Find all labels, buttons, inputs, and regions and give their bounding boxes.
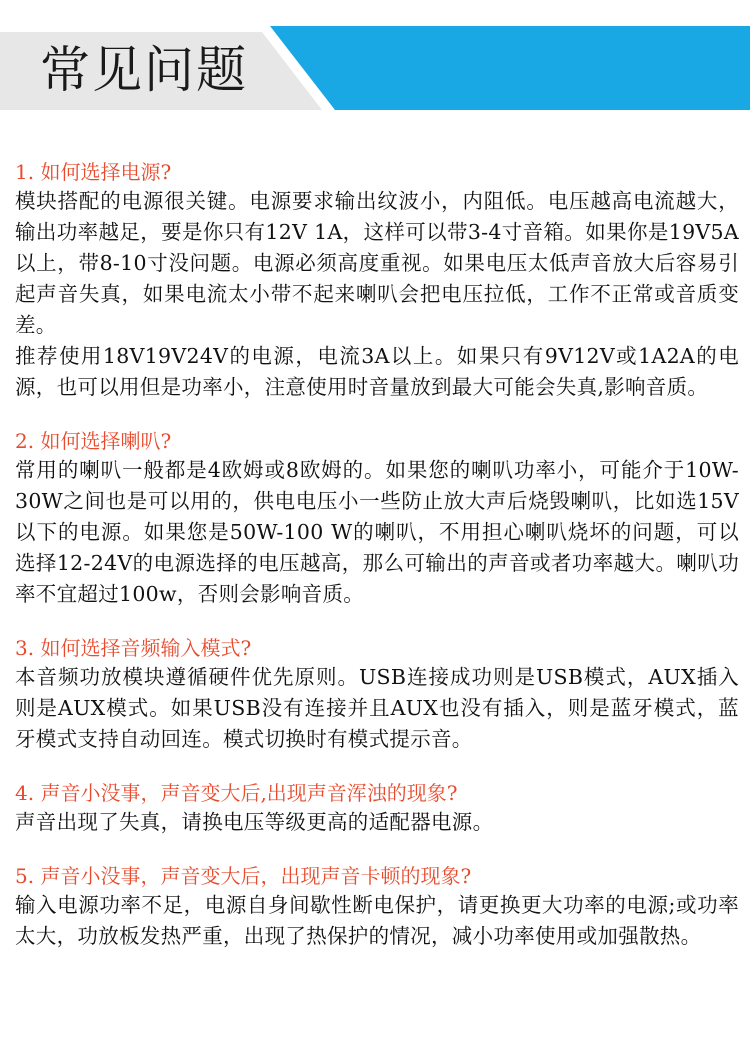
faq-item (15, 862, 739, 952)
faq-answer (15, 455, 739, 610)
faq-answer-paragraph: 常用的喇叭一般都是4欧姆或8欧姆的。如果您的喇叭功率小，可能介于10W-30W之间也是可以用的，供电电压小一些防止放大声后烧毁喇叭，比如选15V以下的电源。如果您是50W-100 W的喇叭，不用担心喇叭烧坏的问题，可以选择12-24V的电源选择的电压越高，那么可输出的声音或者功率越大。喇叭功率不宜超过100w，否则会影响音质。 (15, 458, 739, 606)
faq-question: 5. 声音小没事，声音变大后，出现声音卡顿的现象? (15, 864, 472, 888)
faq-answer-paragraph: 模块搭配的电源很关键。电源要求输出纹波小，内阻低。电压越高电流越大，输出功率越足，要是你只有12V 1A，这样可以带3-4寸音箱。如果你是19V5A以上，带8-10寸没问题。电源必须高度重视。如果电压太低声音放大后容易引起声音失真，如果电流太小带不起来喇叭会把电压拉低，工作不正常或音质变差。 (15, 189, 739, 337)
faq-answer-paragraph: 声音出现了失真，请换电压等级更高的适配器电源。 (15, 810, 494, 834)
faq-item (15, 634, 739, 755)
faq-item (15, 158, 739, 403)
faq-question: 3. 如何选择音频输入模式? (15, 636, 252, 660)
faq-list (15, 158, 739, 976)
faq-answer-paragraph: 推荐使用18V19V24V的电源，电流3A以上。如果只有9V12V或1A2A的电源，也可以用但是功率小，注意使用时音量放到最大可能会失真,影响音质。 (15, 344, 739, 399)
faq-item (15, 427, 739, 610)
header-banner (0, 26, 750, 110)
faq-item (15, 779, 739, 838)
faq-answer-paragraph: 输入电源功率不足，电源自身间歇性断电保护，请更换更大功率的电源;或功率太大，功放板发热严重，出现了热保护的情况，减小功率使用或加强散热。 (15, 893, 739, 948)
faq-answer (15, 662, 739, 755)
faq-answer-paragraph: 本音频功放模块遵循硬件优先原则。USB连接成功则是USB模式，AUX插入则是AUX模式。如果USB没有连接并且AUX也没有插入，则是蓝牙模式，蓝牙模式支持自动回连。模式切换时有模式提示音。 (15, 665, 739, 751)
faq-answer (15, 807, 739, 838)
faq-answer (15, 186, 739, 403)
faq-question: 2. 如何选择喇叭? (15, 429, 172, 453)
faq-question: 1. 如何选择电源? (15, 160, 172, 184)
page-title: 常见问题 (40, 41, 248, 99)
faq-question: 4. 声音小没事，声音变大后,出现声音浑浊的现象? (15, 781, 458, 805)
faq-answer (15, 890, 739, 952)
